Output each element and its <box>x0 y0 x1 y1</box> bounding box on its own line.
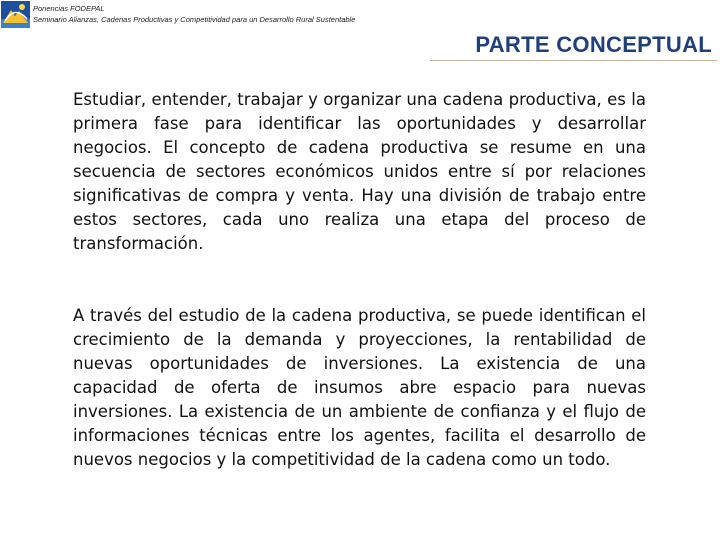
page-title: PARTE CONCEPTUAL <box>475 32 712 57</box>
header-org-label: Ponencias FODEPAL <box>33 4 105 13</box>
title-divider <box>430 60 717 61</box>
paragraph-2: A través del estudio de la cadena productiva, se puede identifican el crecimiento de la demanda y proyecciones, la rentabilidad de nuevas oportunidades de inversiones. La existencia de una capacidad de oferta de insumos abre espacio para nuevas inversiones. La existencia de un ambiente de confianza y el flujo de informaciones técnicas entre los agentes, facilita el desarrollo de nuevos negocios y la competitividad de la cadena como un todo. <box>73 306 646 469</box>
header-seminar-label: Seminario Alianzas, Cadenas Productivas y Competitividad para un Desarrollo Rural Sustentable <box>33 15 356 24</box>
paragraph-1: Estudiar, entender, trabajar y organizar una cadena productiva, es la primera fase para identificar las oportunidades y desarrollar negocios. El concepto de cadena productiva se resume en una secuencia de sectores económicos unidos entre sí por relaciones significativas de compra y venta. Hay una división de trabajo entre estos sectores, cada uno realiza una etapa del proceso de transformación. <box>73 90 646 253</box>
fodepal-logo-icon <box>1 1 30 28</box>
